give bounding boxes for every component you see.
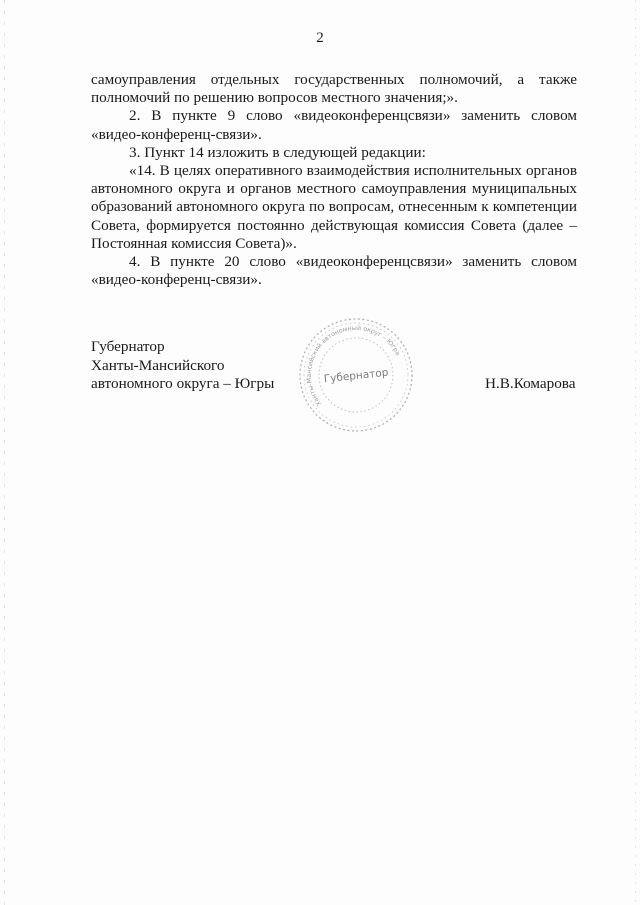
official-seal-stamp xyxy=(296,315,416,435)
signatory-title-line-1: Губернатор xyxy=(91,338,165,355)
signatory-title-line-2: Ханты-Мансийского xyxy=(91,356,225,374)
paragraph-continuation: самоуправления отдельных государственных полномочий, а также полномочий по решению вопросов местного значения;». xyxy=(91,71,577,107)
scan-edge-left xyxy=(4,0,5,905)
paragraph-item-4: 4. В пункте 20 слово «видеоконференцсвязи» заменить словом «видео-конференц-связи». xyxy=(91,253,577,289)
signatory-position xyxy=(91,338,274,394)
document-body xyxy=(91,71,577,289)
scan-edge-right xyxy=(635,0,636,905)
signatory-title-line-3: автономного округа – Югры xyxy=(91,375,275,392)
page-number: 2 xyxy=(316,30,324,46)
paragraph-item-2: 2. В пункте 9 слово «видеоконференцсвязи» заменить словом «видео-конференц-связи». xyxy=(91,107,577,143)
stamp-ring-text: Ханты-Мансийский автономный округ – Югра xyxy=(305,324,402,408)
signatory-name: Н.В.Комарова xyxy=(485,375,576,392)
stamp-center-text: Губернатор xyxy=(323,366,389,386)
paragraph-item-3: 3. Пункт 14 изложить в следующей редакции: xyxy=(129,143,426,161)
paragraph-item-14: «14. В целях оперативного взаимодействия исполнительных органов автономного округа и органов местного самоуправления муниципальных образований автономного округа по вопросам, отнесенным к компетенции Совета, формируется постоянно действующая комиссия Совета (далее – Постоянная комиссия Совета)». xyxy=(91,162,577,252)
